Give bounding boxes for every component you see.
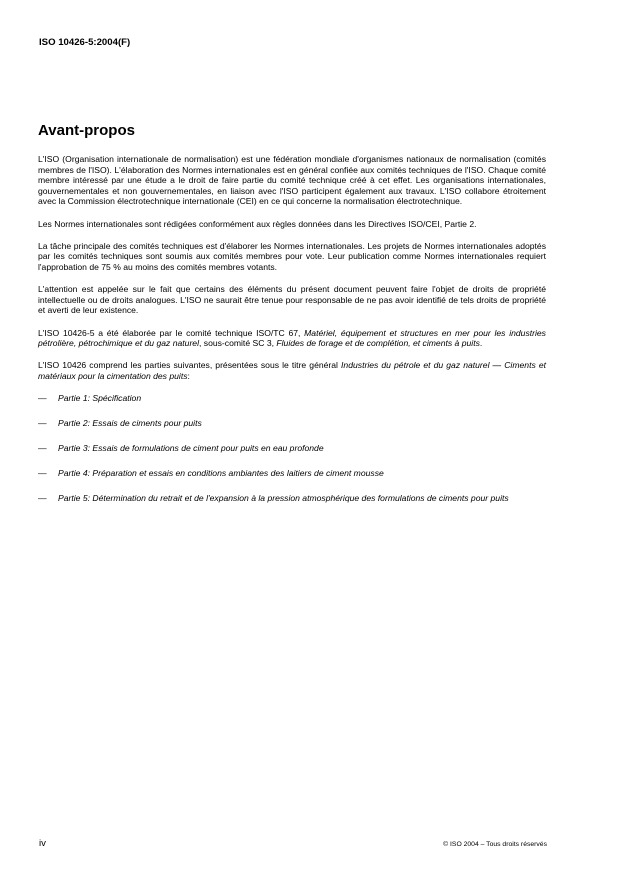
paragraph-iso-organisation: L'ISO (Organisation internationale de normalisation) est une fédération mondiale d'organismes nationaux de normalisation (comités membres de l'ISO). L'élaboration des Normes internationales est en général confiée aux comités techniques de l'ISO. Chaque comité membre intéressé par une étude a le droit de faire partie du comité technique créé à cet effet. Les organisations internationales, gouvernementales et non gouvernementales, en liaison avec l'ISO participent également aux travaux. L'ISO collabore étroitement avec la Commission électrotechnique internationale (CEI) en ce qui concerne la normalisation électrotechnique. xyxy=(38,154,546,207)
parts-list xyxy=(38,393,546,503)
committee-title: Matériel, équipement et structures en mer pour les industries pétrolière, pétrochimique et du gaz naturel xyxy=(38,327,546,349)
dash-bullet: — xyxy=(38,492,47,503)
text-span: L'ISO 10426 comprend les parties suivantes, présentées sous le titre général xyxy=(38,360,342,371)
paragraph-technical-committees: La tâche principale des comités techniques est d'élaborer les Normes internationales. Les projets de Normes internationales adoptés par les comités techniques sont soumis aux comités membres pour vote. Leur publication comme Normes internationales requiert l'approbation de 75 % au moins des comités membres votants. xyxy=(38,240,546,272)
list-item-part-1 xyxy=(38,393,546,404)
paragraph-committee-preparation xyxy=(38,328,546,349)
list-item-text: Partie 2: Essais de ciments pour puits xyxy=(58,417,202,428)
general-title: Industries du pétrole et du gaz naturel — Ciments et matériaux pour la cimentation des puits xyxy=(38,360,546,381)
list-item-part-2 xyxy=(38,418,546,429)
list-item-part-4 xyxy=(38,468,546,479)
page-title: Avant-propos xyxy=(38,122,135,139)
document-body xyxy=(38,154,546,518)
list-item-text: Partie 1: Spécification xyxy=(58,393,142,404)
paragraph-directives: Les Normes internationales sont rédigées conformément aux règles données dans les Directives ISO/CEI, Partie 2. xyxy=(38,218,477,229)
list-item-text: Partie 3: Essais de formulations de ciment pour puits en eau profonde xyxy=(58,442,324,453)
text-span: . xyxy=(479,338,483,349)
text-span: : xyxy=(187,370,190,381)
paragraph-parts-intro xyxy=(38,360,546,381)
text-span: L'ISO 10426-5 a été élaborée par le comité technique ISO/TC 67, xyxy=(38,327,305,338)
subcommittee-title: Fluides de forage et de complétion, et ciments à puits xyxy=(276,338,480,349)
list-item-text: Partie 5: Détermination du retrait et de l'expansion à la pression atmosphérique des formulations de ciments pour puits xyxy=(58,492,509,503)
text-span: , sous-comité SC 3, xyxy=(199,338,277,349)
dash-bullet: — xyxy=(38,393,47,404)
list-item-part-5 xyxy=(38,493,546,504)
dash-bullet: — xyxy=(38,417,47,428)
page-number: iv xyxy=(39,838,46,849)
dash-bullet: — xyxy=(38,442,47,453)
document-id-header: ISO 10426-5:2004(F) xyxy=(39,37,131,48)
dash-bullet: — xyxy=(38,467,47,478)
list-item-part-3 xyxy=(38,443,546,454)
copyright-notice: © ISO 2004 – Tous droits réservés xyxy=(443,841,547,848)
paragraph-patent-rights: L'attention est appelée sur le fait que certains des éléments du présent document peuvent faire l'objet de droits de propriété intellectuelle ou de droits analogues. L'ISO ne saurait être tenue pour responsable de ne pas avoir identifié de tels droits de propriété et averti de leur existence. xyxy=(38,284,546,316)
list-item-text: Partie 4: Préparation et essais en conditions ambiantes des laitiers de ciment mousse xyxy=(58,467,384,478)
